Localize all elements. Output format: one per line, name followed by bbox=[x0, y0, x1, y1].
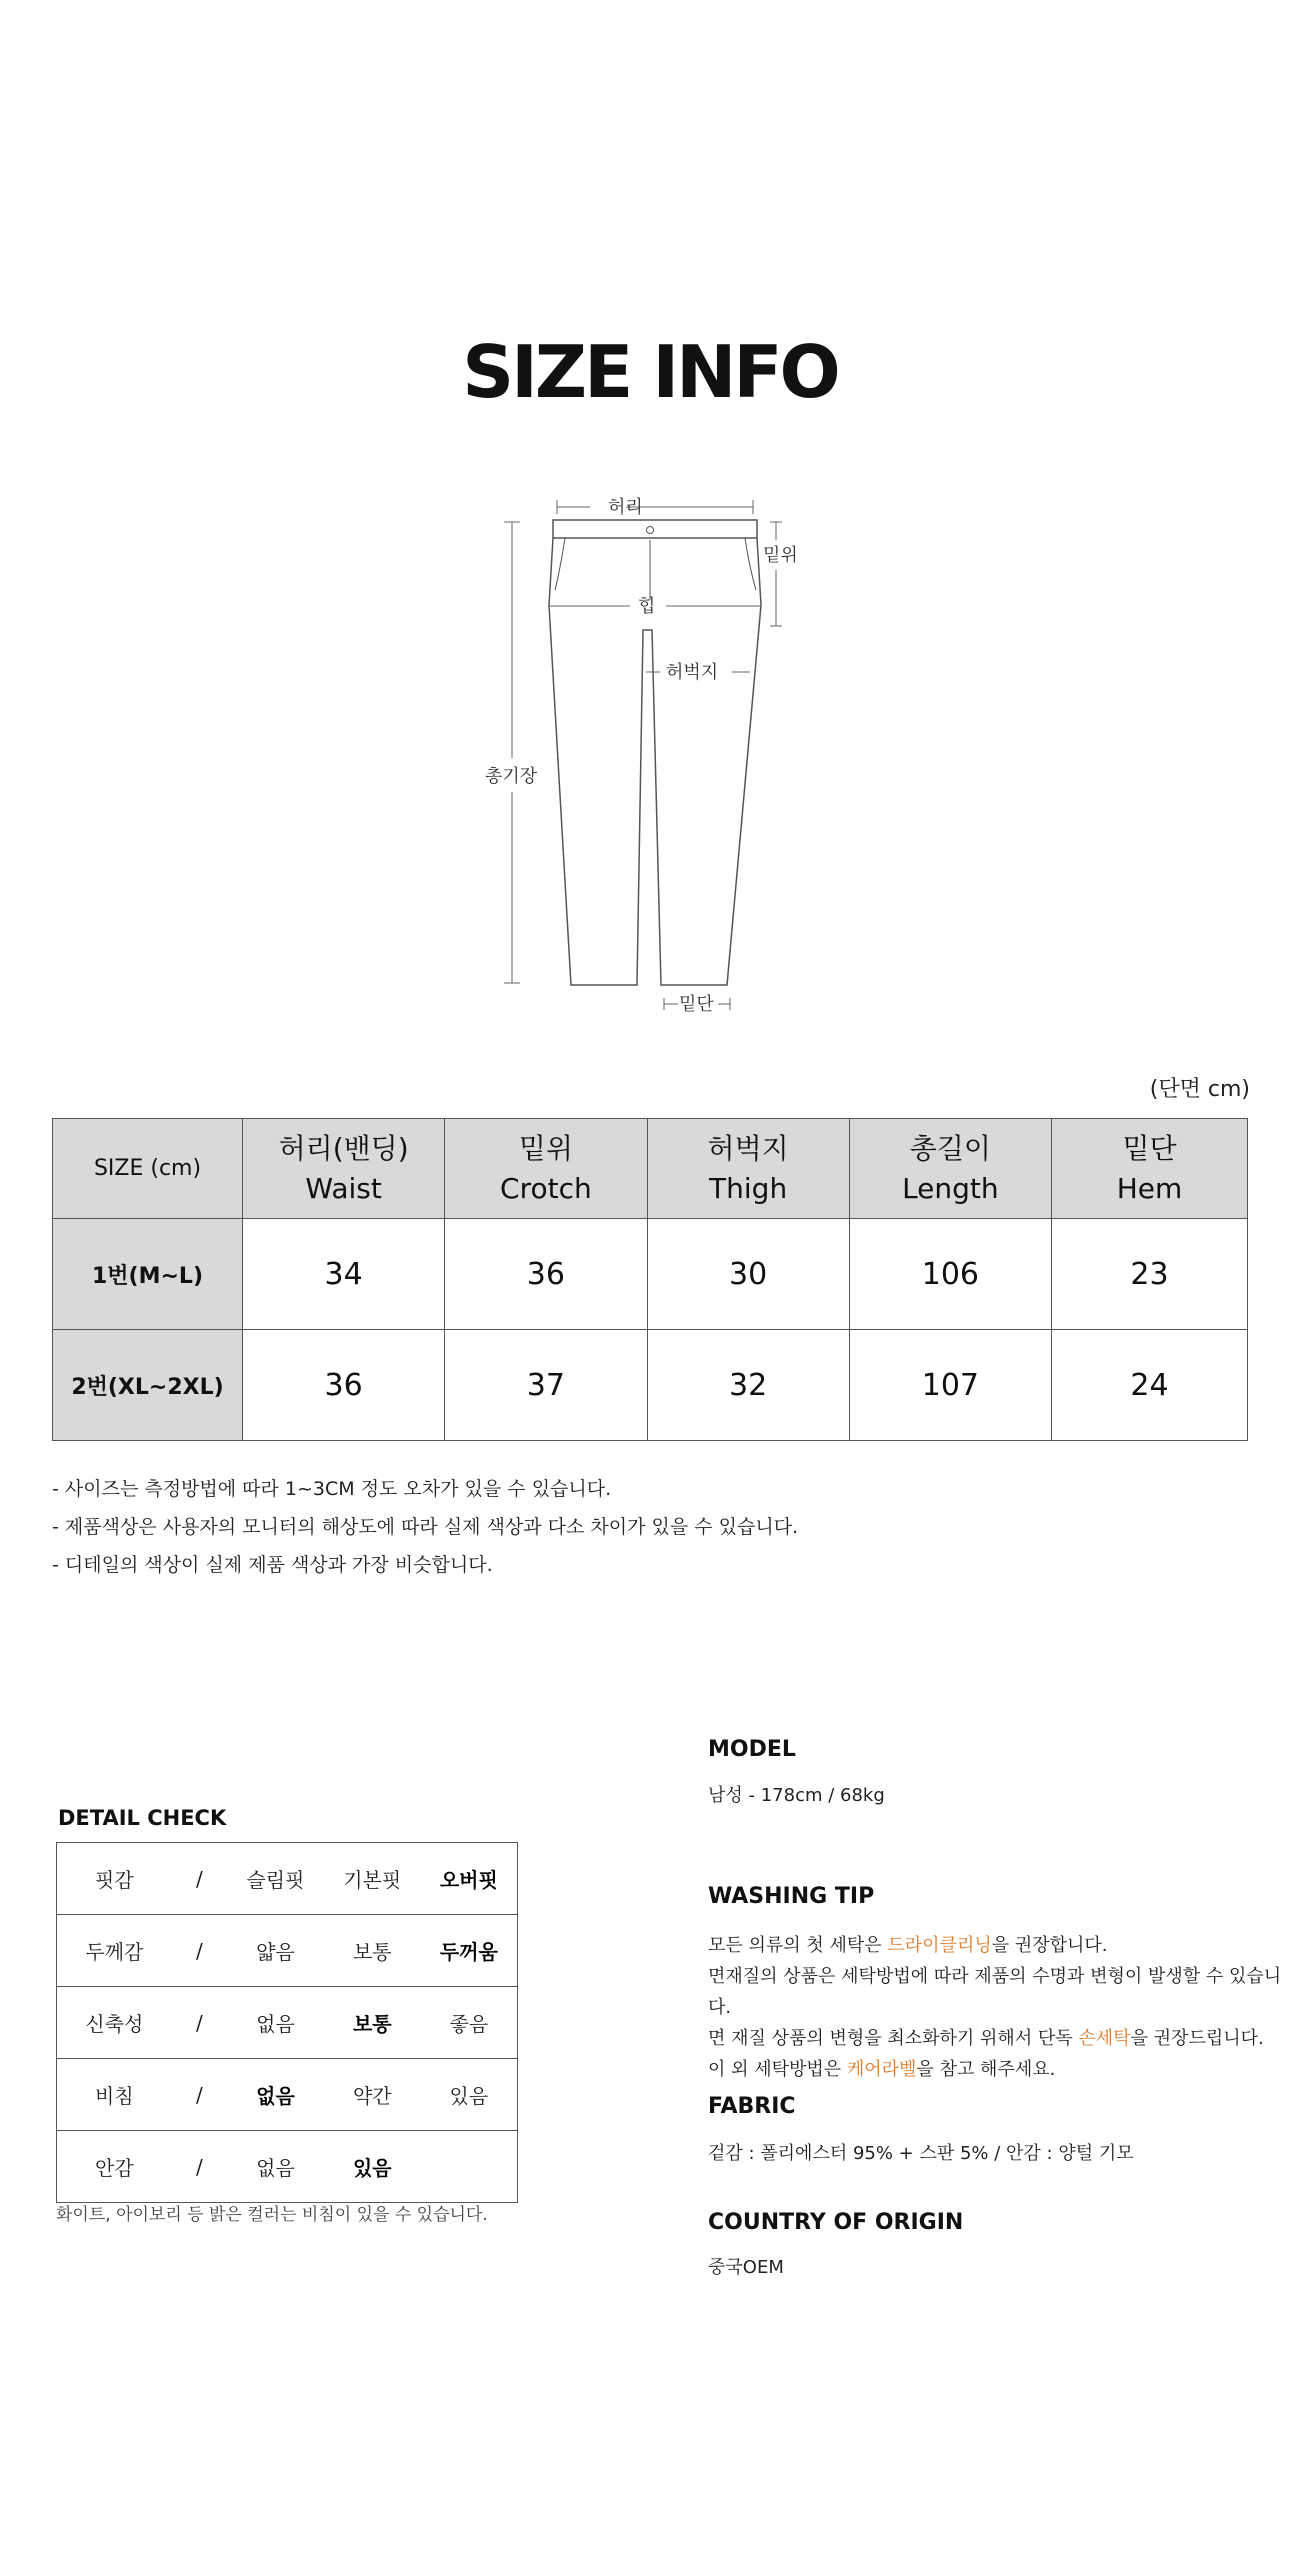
table-row bbox=[53, 1330, 1248, 1441]
washing-text bbox=[708, 1930, 1300, 2085]
cell-crotch: 36 bbox=[445, 1219, 647, 1330]
header-waist: 허리(밴딩) Waist bbox=[243, 1119, 445, 1219]
detail-row-sheerness bbox=[57, 2059, 518, 2131]
row-size: 1번(M~L) bbox=[53, 1219, 243, 1330]
detail-option: 기본핏 bbox=[324, 1843, 421, 1915]
header-thigh: 허벅지 Thigh bbox=[647, 1119, 849, 1219]
unit-label: (단면 cm) bbox=[1149, 1077, 1250, 1102]
table-row bbox=[53, 1219, 1248, 1330]
detail-check-table bbox=[56, 1842, 518, 2203]
washing-line: 면재질의 상품은 세탁방법에 따라 제품의 수명과 변형이 발생할 수 있습니다. bbox=[708, 1966, 1282, 2018]
size-table bbox=[52, 1118, 1248, 1441]
cell-crotch: 37 bbox=[445, 1330, 647, 1441]
cell-waist: 34 bbox=[243, 1219, 445, 1330]
diagram-label-hip: 힙 bbox=[638, 596, 656, 617]
diagram-label-length: 총기장 bbox=[485, 766, 538, 787]
detail-check-title: DETAIL CHECK bbox=[58, 1806, 227, 1830]
header-crotch: 밑위 Crotch bbox=[445, 1119, 647, 1219]
page-title: SIZE INFO bbox=[462, 330, 838, 414]
detail-option: 있음 bbox=[421, 2059, 518, 2131]
detail-option: 슬림핏 bbox=[227, 1843, 324, 1915]
detail-option-selected: 두꺼움 bbox=[421, 1915, 518, 1987]
detail-option: 좋음 bbox=[421, 1987, 518, 2059]
cell-thigh: 32 bbox=[647, 1330, 849, 1441]
detail-option-selected: 있음 bbox=[324, 2131, 421, 2203]
note-item: - 디테일의 색상이 실제 제품 색상과 가장 비슷합니다. bbox=[52, 1554, 493, 1576]
diagram-label-hem: 밑단 bbox=[679, 994, 714, 1015]
model-text: 남성 - 178cm / 68kg bbox=[708, 1785, 885, 1806]
washing-title: WASHING TIP bbox=[708, 1884, 875, 1909]
detail-separator: / bbox=[172, 2059, 227, 2131]
header-hem: 밑단 Hem bbox=[1052, 1119, 1248, 1219]
detail-row-stretch bbox=[57, 1987, 518, 2059]
detail-row-fit bbox=[57, 1843, 518, 1915]
diagram-label-thigh: 허벅지 bbox=[666, 662, 719, 683]
note-item: - 제품색상은 사용자의 모니터의 해상도에 따라 실제 색상과 다소 차이가 있을 수 있습니다. bbox=[52, 1516, 799, 1538]
washing-line: 이 외 세탁방법은 케어라벨을 참고 해주세요. bbox=[708, 2059, 1056, 2080]
detail-label: 핏감 bbox=[57, 1843, 172, 1915]
detail-row-lining bbox=[57, 2131, 518, 2203]
detail-option-selected: 오버핏 bbox=[421, 1843, 518, 1915]
washing-line: 모든 의류의 첫 세탁은 드라이클리닝을 권장합니다. bbox=[708, 1935, 1108, 1956]
cell-length: 106 bbox=[849, 1219, 1051, 1330]
origin-text: 중국OEM bbox=[708, 2257, 784, 2278]
cell-length: 107 bbox=[849, 1330, 1051, 1441]
row-size: 2번(XL~2XL) bbox=[53, 1330, 243, 1441]
detail-option: 보통 bbox=[324, 1915, 421, 1987]
cell-hem: 23 bbox=[1052, 1219, 1248, 1330]
origin-title: COUNTRY OF ORIGIN bbox=[708, 2210, 964, 2235]
washing-highlight: 손세탁 bbox=[1078, 2028, 1131, 2049]
waistband bbox=[553, 520, 757, 538]
fabric-title: FABRIC bbox=[708, 2094, 796, 2119]
detail-label: 비침 bbox=[57, 2059, 172, 2131]
detail-option: 없음 bbox=[227, 1987, 324, 2059]
detail-row-thickness bbox=[57, 1915, 518, 1987]
detail-label: 두께감 bbox=[57, 1915, 172, 1987]
detail-label: 안감 bbox=[57, 2131, 172, 2203]
detail-option: 없음 bbox=[227, 2131, 324, 2203]
note-item: - 사이즈는 측정방법에 따라 1~3CM 정도 오차가 있을 수 있습니다. bbox=[52, 1478, 612, 1500]
diagram-label-crotch: 밑위 bbox=[763, 545, 798, 566]
detail-separator: / bbox=[172, 1915, 227, 1987]
pants-size-diagram bbox=[460, 480, 820, 1040]
detail-option bbox=[421, 2131, 518, 2203]
detail-separator: / bbox=[172, 2131, 227, 2203]
detail-option: 얇음 bbox=[227, 1915, 324, 1987]
size-table-header bbox=[53, 1119, 1248, 1219]
detail-option: 약간 bbox=[324, 2059, 421, 2131]
detail-separator: / bbox=[172, 1987, 227, 2059]
diagram-label-waist: 허리 bbox=[608, 497, 643, 518]
detail-option-selected: 없음 bbox=[227, 2059, 324, 2131]
fabric-text: 겉감 : 폴리에스터 95% + 스판 5% / 안감 : 양털 기모 bbox=[708, 2143, 1134, 2164]
model-title: MODEL bbox=[708, 1737, 796, 1762]
cell-thigh: 30 bbox=[647, 1219, 849, 1330]
detail-label: 신축성 bbox=[57, 1987, 172, 2059]
header-length: 총길이 Length bbox=[849, 1119, 1051, 1219]
header-size: SIZE (cm) bbox=[53, 1119, 243, 1219]
washing-highlight: 드라이클리닝 bbox=[887, 1935, 992, 1956]
cell-waist: 36 bbox=[243, 1330, 445, 1441]
detail-separator: / bbox=[172, 1843, 227, 1915]
cell-hem: 24 bbox=[1052, 1330, 1248, 1441]
detail-note: 화이트, 아이보리 등 밝은 컬러는 비침이 있을 수 있습니다. bbox=[56, 2205, 488, 2225]
size-notes bbox=[52, 1470, 1252, 1584]
washing-highlight: 케어라벨 bbox=[846, 2059, 917, 2080]
detail-option-selected: 보통 bbox=[324, 1987, 421, 2059]
washing-line: 면 재질 상품의 변형을 최소화하기 위해서 단독 손세탁을 권장드립니다. bbox=[708, 2028, 1264, 2049]
